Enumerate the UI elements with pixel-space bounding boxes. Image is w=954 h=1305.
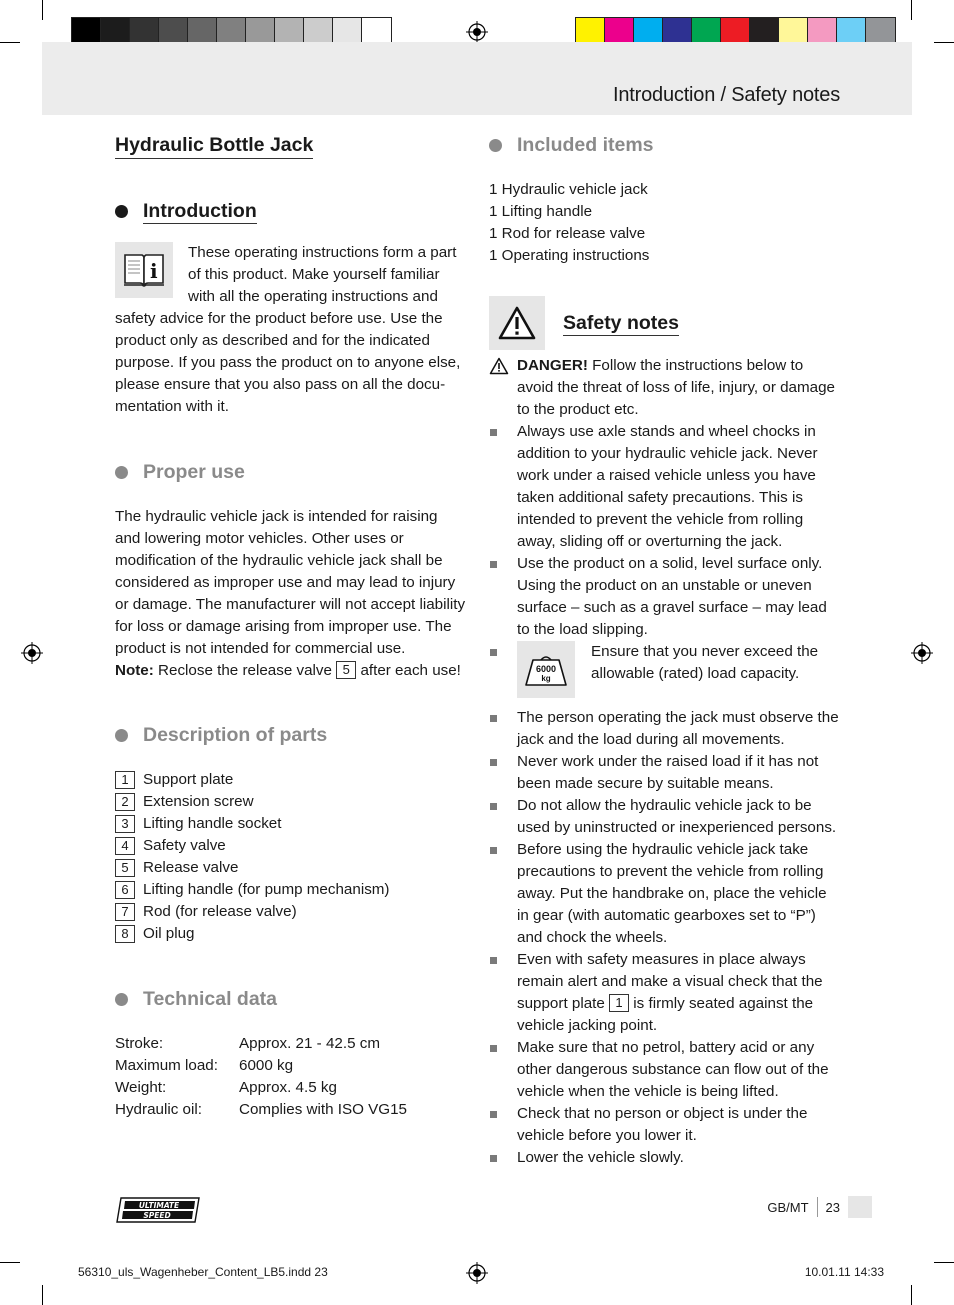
brand-logo [115, 1196, 201, 1228]
list-item [489, 795, 841, 839]
safety-text: Ensure that you never exceed the allowable (rated) load capacity. [591, 643, 819, 682]
square-bullet-icon [490, 847, 497, 854]
bullet-dot-icon [115, 729, 128, 742]
list-item [489, 839, 841, 949]
square-bullet-icon [490, 1045, 497, 1052]
divider [817, 1197, 818, 1217]
technical-table [115, 1033, 467, 1121]
date-slug: 10.01.11 14:33 [804, 1265, 884, 1279]
list-item [115, 879, 467, 901]
crop-mark [934, 42, 954, 43]
safety-text: Never work under the raised load if it has not been made secure by suitable means. [517, 753, 819, 792]
part-label: Safety valve [143, 837, 226, 854]
list-item [489, 707, 841, 751]
part-label: Lifting handle socket [143, 815, 282, 832]
part-number: 2 [115, 793, 135, 811]
crop-mark [0, 42, 20, 43]
section-parts [115, 723, 467, 747]
square-bullet-icon [490, 715, 497, 722]
part-number: 5 [115, 859, 135, 877]
part-label: Lifting handle (for pump mechanism) [143, 881, 390, 898]
tech-key: Stroke: [115, 1035, 164, 1052]
page-header-title: Introduction / Safety notes [613, 84, 840, 106]
intro-text: These operating instructions form a part of this product. Make yourself familiar with all the operating instructions and safety advice for the product before use. Use the product only as described and for the indicated purpose. If you pass the product on to anyone else, please ensure that you also pass on all the docu-mentation with it. [115, 244, 461, 415]
crop-mark [911, 0, 912, 20]
square-bullet-icon [490, 1155, 497, 1162]
section-safety [489, 296, 841, 350]
square-bullet-icon [490, 561, 497, 568]
square-bullet-icon [490, 803, 497, 810]
safety-text: Before using the hydraulic vehicle jack take precautions to prevent the vehicle from rolling away. Put the handbrake on, place the vehicle in gear (with automatic gearboxes set to “P”) and chock the wheels. [517, 841, 827, 946]
list-item [489, 421, 841, 553]
list-item [489, 641, 841, 707]
right-column [489, 128, 841, 1169]
note-text: after each use! [360, 662, 461, 679]
list-item [115, 791, 467, 813]
part-number: 8 [115, 925, 135, 943]
tech-key: Maximum load: [115, 1057, 218, 1074]
list-item [115, 857, 467, 879]
list-item [115, 835, 467, 857]
proper-use-note [115, 660, 467, 682]
tech-value: Approx. 21 - 42.5 cm [239, 1035, 380, 1052]
crop-mark [42, 1285, 43, 1305]
tech-key: Hydraulic oil: [115, 1101, 202, 1118]
safety-text: Do not allow the hydraulic vehicle jack to be used by uninstructed or inexperienced persons. [517, 797, 837, 836]
danger-text: Follow the instructions below to avoid the threat of loss of life, injury, or damage to the product etc. [517, 357, 835, 418]
parts-list [115, 769, 467, 945]
safety-text: is firmly seated against the vehicle jacking point. [517, 995, 814, 1034]
crop-mark [911, 1285, 912, 1305]
table-row [115, 1077, 467, 1099]
list-item [489, 1037, 841, 1103]
warning-box [489, 296, 545, 350]
list-item [115, 769, 467, 791]
part-label: Release valve [143, 859, 239, 876]
info-book-icon [115, 242, 173, 298]
page-footer [767, 1196, 872, 1218]
section-technical [115, 987, 467, 1011]
safety-text: Even with safety measures in place always remain alert and make a visual check that the support plate [517, 951, 823, 1012]
square-bullet-icon [490, 429, 497, 436]
kg-value: 6000 [535, 663, 557, 674]
part-ref-box: 5 [336, 661, 356, 679]
list-item [115, 813, 467, 835]
crop-mark [0, 1262, 20, 1263]
tech-value: Approx. 4.5 kg [239, 1079, 337, 1096]
list-item [489, 1103, 841, 1147]
list-item [115, 901, 467, 923]
table-row [115, 1099, 467, 1121]
load-weight-icon [517, 641, 575, 698]
section-heading: Included items [517, 134, 654, 156]
safety-text: Lower the vehicle slowly. [517, 1149, 684, 1166]
part-number: 7 [115, 903, 135, 921]
svg-text:i: i [150, 259, 158, 283]
warning-triangle-icon [497, 305, 537, 341]
part-number: 6 [115, 881, 135, 899]
safety-text: Always use axle stands and wheel chocks in addition to your hydraulic vehicle jack. Never work under a raised vehicle unless you have taken additional safety precautions. This is intended to prevent the vehicle from rolling away, sliding off or overturning the jack. [517, 423, 818, 550]
table-row [115, 1033, 467, 1055]
section-heading: Safety notes [563, 311, 679, 334]
region-label: GB/MT [767, 1199, 809, 1215]
list-item [489, 751, 841, 795]
tech-value: Complies with ISO VG15 [239, 1101, 407, 1118]
section-heading: Description of parts [143, 724, 328, 746]
section-included [489, 133, 841, 157]
table-row [115, 1055, 467, 1077]
bullet-dot-icon [489, 139, 502, 152]
safety-text: Check that no person or object is under the vehicle before you lower it. [517, 1105, 808, 1144]
section-heading: Proper use [143, 461, 245, 483]
part-number: 4 [115, 837, 135, 855]
list-item: 1 Rod for release valve [489, 225, 646, 242]
crop-mark [42, 0, 43, 20]
note-text: Reclose the release valve [158, 662, 332, 679]
part-ref-box: 1 [609, 994, 629, 1012]
registration-mark-icon [911, 642, 933, 664]
safety-text: The person operating the jack must observe the jack and the load during all movements. [517, 709, 839, 748]
list-item [489, 553, 841, 641]
list-item [489, 355, 841, 421]
registration-mark-icon [466, 21, 488, 43]
section-heading: Introduction [143, 200, 257, 222]
list-item: 1 Hydraulic vehicle jack [489, 181, 648, 198]
safety-text: Make sure that no petrol, battery acid or any other dangerous substance can flow out of the vehicle when the vehicle is being lifted. [517, 1039, 829, 1100]
bullet-dot-icon [115, 466, 128, 479]
list-item [115, 923, 467, 945]
registration-mark-icon [21, 642, 43, 664]
registration-mark-icon [466, 1262, 488, 1284]
page-number: 23 [825, 1199, 840, 1215]
square-bullet-icon [490, 759, 497, 766]
part-label: Rod (for release valve) [143, 903, 297, 920]
part-label: Oil plug [143, 925, 195, 942]
part-number: 3 [115, 815, 135, 833]
note-label: Note: [115, 662, 154, 679]
list-item [489, 1147, 841, 1169]
intro-block [115, 242, 467, 418]
danger-label: DANGER! [517, 357, 588, 374]
section-heading: Technical data [143, 988, 278, 1010]
square-bullet-icon [490, 1111, 497, 1118]
page-tab [848, 1196, 872, 1218]
tech-value: 6000 kg [239, 1057, 294, 1074]
section-proper-use [115, 460, 467, 484]
file-slug: 56310_uls_Wagenheber_Content_LB5.indd 23 [78, 1265, 328, 1279]
list-item: 1 Lifting handle [489, 203, 593, 220]
list-item [489, 949, 841, 1037]
bullet-dot-icon [115, 205, 128, 218]
kg-unit: kg [541, 673, 551, 683]
proper-use-text: The hydraulic vehicle jack is intended for raising and lowering motor vehicles. Other uses or modification of the hydraulic vehicle jack shall be considered as improper use and may lead to injury or damage. The manufacturer will not accept liability for loss or damage arising from improper use. The product is not intended for commercial use. [115, 508, 466, 657]
part-number: 1 [115, 771, 135, 789]
crop-mark [934, 1262, 954, 1263]
square-bullet-icon [490, 649, 497, 656]
bullet-dot-icon [115, 993, 128, 1006]
square-bullet-icon [490, 957, 497, 964]
list-item: 1 Operating instructions [489, 247, 650, 264]
part-label: Support plate [143, 771, 234, 788]
tech-key: Weight: [115, 1079, 167, 1096]
logo-bottom-text: SPEED [143, 1211, 171, 1220]
logo-top-text: ULTIMATE [138, 1201, 180, 1211]
warning-triangle-icon [489, 357, 509, 375]
document-title: Hydraulic Bottle Jack [115, 133, 313, 159]
section-introduction [115, 199, 467, 224]
left-column [115, 128, 467, 1121]
safety-list [489, 355, 841, 1169]
included-list [489, 179, 841, 267]
part-label: Extension screw [143, 793, 254, 810]
safety-text: Use the product on a solid, level surface only. Using the product on an unstable or uneven surface – such as a gravel surface – may lead to the load slipping. [517, 555, 827, 638]
